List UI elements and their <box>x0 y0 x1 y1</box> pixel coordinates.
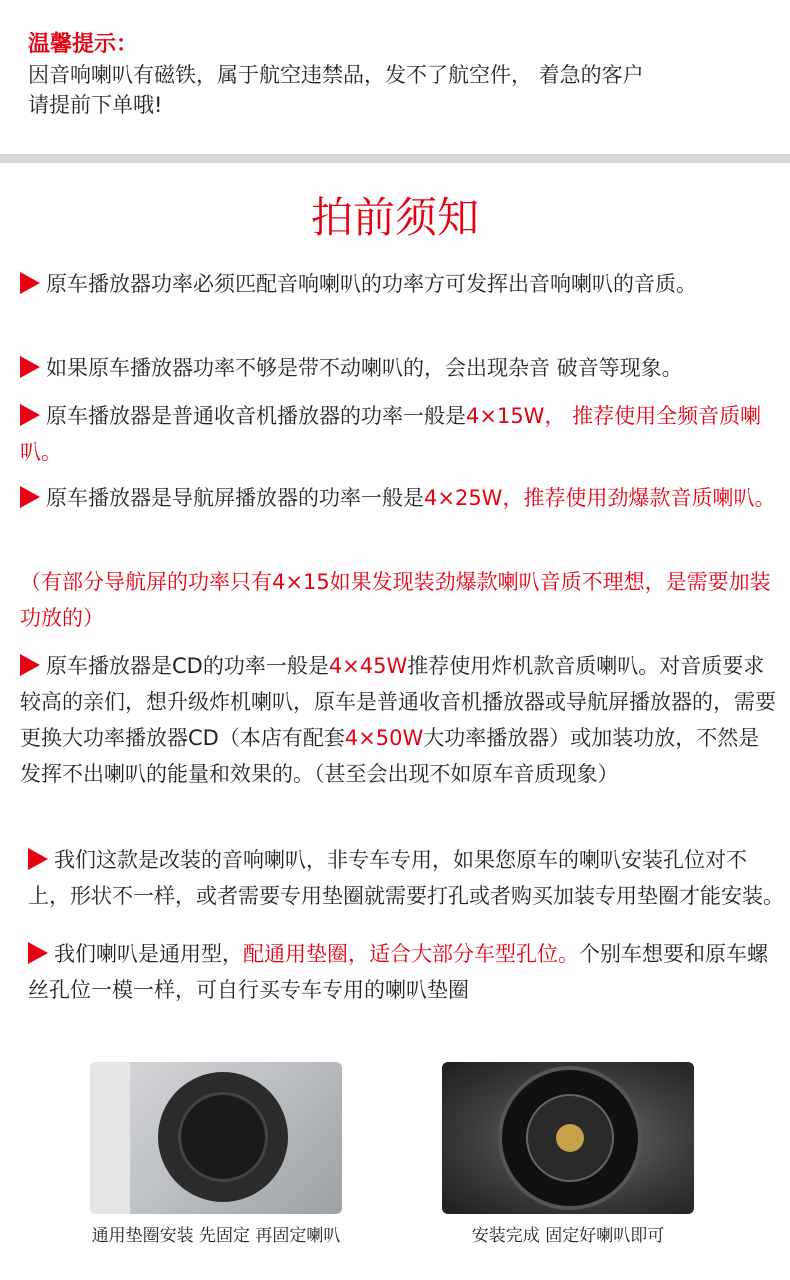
instruction-2 <box>20 350 780 386</box>
instruction-7 <box>20 936 788 1008</box>
speaker-installed-photo <box>442 1062 694 1214</box>
instruction-note: （有部分导航屏的功率只有4×15如果发现装劲爆款喇叭音质不理想，是需要加装功放的） <box>20 570 771 630</box>
triangle-bullet-icon <box>20 654 40 676</box>
instruction-7-text-a: 我们喇叭是通用型， <box>54 942 243 966</box>
notice-box <box>28 30 768 120</box>
instruction-6-text: 我们这款是改装的音响喇叭，非专车专用，如果您原车的喇叭安装孔位对不上，形状不一样，或者需要专用垫圈就需要打孔或者购买加装专用垫圈才能安装。 <box>28 848 784 908</box>
notice-line-1: 因音响喇叭有磁铁，属于航空违禁品，发不了航空件， 着急的客户 <box>28 63 644 87</box>
instruction-4-highlight: 4×25W，推荐使用劲爆款音质喇叭。 <box>424 486 776 510</box>
instruction-5-highlight-a: 4×45W <box>328 654 408 678</box>
triangle-bullet-icon <box>28 942 48 964</box>
instruction-6 <box>20 842 788 914</box>
notice-title: 温馨提示： <box>28 32 139 57</box>
instruction-5-text-b: 推荐使用炸机款音质喇叭。对音质要求较高的亲们，想升级炸机喇叭，原车是普通收音机播放器或导航屏播放器的，需要更换大功率播放器CD（本店有配套 <box>20 654 776 750</box>
instruction-5-text-c: 大功率播放器）或加装功放，不然是发挥不出喇叭的能量和效果的。（甚至会出现不如原车音质现象） <box>20 726 760 786</box>
instruction-3-text: 原车播放器是普通收音机播放器的功率一般是 <box>46 404 466 428</box>
triangle-bullet-icon <box>20 486 40 508</box>
left-photo-caption: 通用垫圈安装 先固定 再固定喇叭 <box>91 1226 341 1246</box>
spacer-ring-install-photo <box>90 1062 342 1214</box>
instruction-1-text: 原车播放器功率必须匹配音响喇叭的功率方可发挥出音响喇叭的音质。 <box>46 272 697 296</box>
instruction-1 <box>20 266 780 302</box>
instruction-3-highlight: 4×15W， 推荐使用全频音质喇叭。 <box>20 404 762 464</box>
instruction-3 <box>20 398 780 470</box>
instruction-4-text: 原车播放器是导航屏播放器的功率一般是 <box>46 486 424 510</box>
right-photo-caption: 安装完成 固定好喇叭即可 <box>471 1226 665 1246</box>
instruction-4 <box>20 480 780 516</box>
instruction-7-highlight: 配通用垫圈，适合大部分车型孔位。 <box>243 942 579 966</box>
page-heading: 拍前须知 <box>310 193 479 242</box>
instruction-5-text-a: 原车播放器是CD的功率一般是 <box>46 654 329 678</box>
instruction-7-text-b: 个别车想要和原车螺丝孔位一模一样，可自行买专车专用的喇叭垫圈 <box>28 942 768 1002</box>
notice-line-2: 请提前下单哦! <box>28 93 163 117</box>
triangle-bullet-icon <box>20 404 40 426</box>
triangle-bullet-icon <box>20 356 40 378</box>
section-divider <box>0 154 790 163</box>
instruction-5 <box>20 648 780 792</box>
instruction-2-text: 如果原车播放器功率不够是带不动喇叭的，会出现杂音 破音等现象。 <box>46 356 683 380</box>
triangle-bullet-icon <box>28 848 48 870</box>
instruction-5-highlight-b: 4×50W <box>344 726 424 750</box>
triangle-bullet-icon <box>20 272 40 294</box>
